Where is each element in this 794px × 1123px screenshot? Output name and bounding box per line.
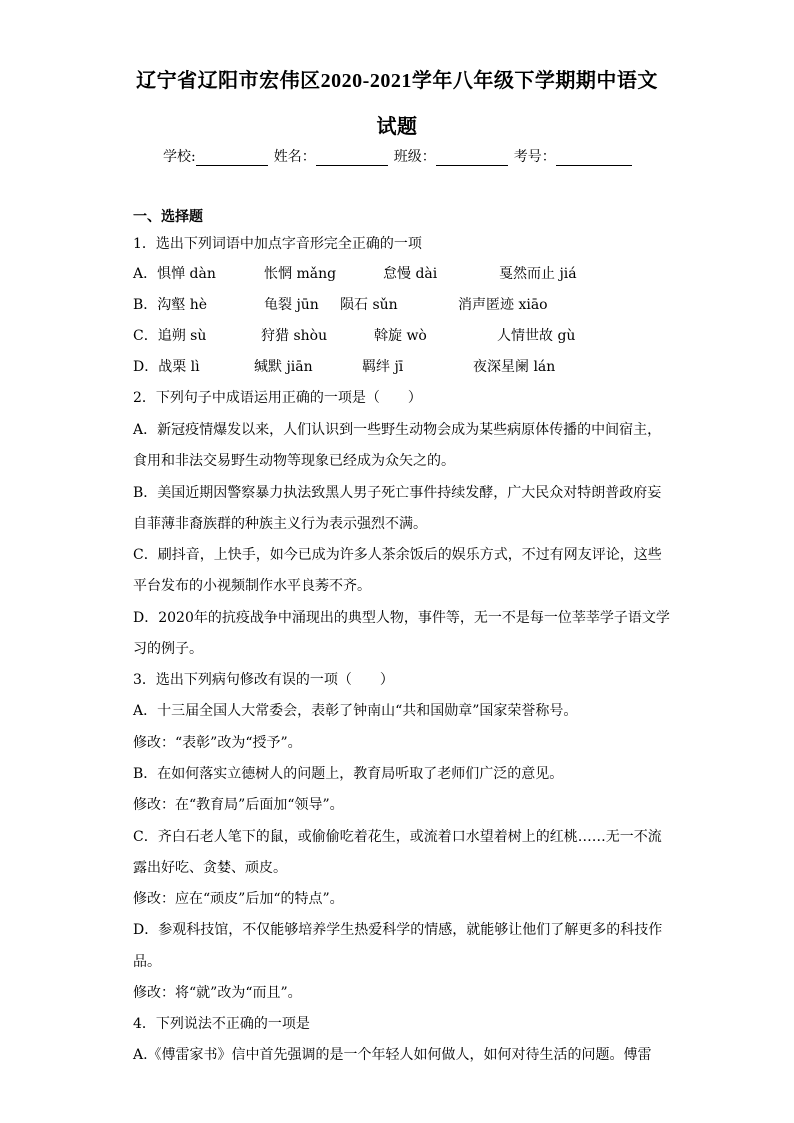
q1-c-word1: C．追朔 sù bbox=[133, 328, 207, 344]
q3-line: 露出好吃、贪婪、顽皮。 bbox=[133, 860, 287, 876]
q1-a-word2: 怅惘 mǎng bbox=[264, 266, 337, 282]
q3-line: 修改：在“教育局”后面加“领导”。 bbox=[133, 797, 344, 813]
q2-line: 食用和非法交易野生动物等现象已经成为众矢之的。 bbox=[133, 453, 455, 469]
q4-stem: 4．下列说法不正确的一项是 bbox=[133, 1016, 310, 1032]
q1-stem: 1．选出下列词语中加点字音形完全正确的一项 bbox=[133, 236, 422, 252]
name-blank[interactable] bbox=[316, 151, 388, 166]
school-blank[interactable] bbox=[196, 151, 268, 166]
q1-d-word4: 夜深星阑 lán bbox=[473, 359, 556, 375]
q1-c-word4: 人情世故 gù bbox=[497, 328, 576, 344]
q1-d-word2: 缄默 jiān bbox=[254, 359, 313, 375]
q3-line: 修改：将“就”改为“而且”。 bbox=[133, 985, 302, 1001]
exam-no-label: 考号： bbox=[513, 149, 556, 165]
q1-a-word3: 怠慢 dài bbox=[383, 266, 438, 282]
q1-c-word3: 斡旋 wò bbox=[374, 328, 427, 344]
q1-a-word1: A．惧惮 dàn bbox=[133, 266, 216, 282]
q1-d-word1: D．战栗 lì bbox=[133, 359, 200, 375]
q2-line: C．刷抖音，上快手，如今已成为许多人茶余饭后的娱乐方式，不过有网友评论，这些 bbox=[133, 547, 662, 563]
exam-no-blank[interactable] bbox=[556, 151, 632, 166]
q2-line: A．新冠疫情爆发以来，人们认识到一些野生动物会成为某些病原体传播的中间宿主， bbox=[133, 422, 662, 438]
q3-stem: 3．选出下列病句修改有误的一项（ ） bbox=[133, 672, 394, 688]
q1-b-word1: B．沟壑 hè bbox=[133, 297, 208, 313]
class-blank[interactable] bbox=[436, 151, 508, 166]
q1-d-word3: 羁绊 jī bbox=[362, 359, 404, 375]
q2-line: D．2020年的抗疫战争中涌现出的典型人物，事件等，无一不是每一位莘莘学子语文学 bbox=[133, 610, 670, 626]
q4-line: A.《傅雷家书》信中首先强调的是一个年轻人如何做人，如何对待生活的问题。傅雷 bbox=[133, 1047, 652, 1063]
q3-line: D．参观科技馆，不仅能够培养学生热爱科学的情感，就能够让他们了解更多的科技作 bbox=[133, 922, 663, 938]
q1-b-word4: 消声匿迹 xiāo bbox=[458, 297, 548, 313]
q3-line: C．齐白石老人笔下的鼠，或偷偷吃着花生，或流着口水望着树上的红桃……无一不流 bbox=[133, 829, 662, 845]
q3-line: A．十三届全国人大常委会，表彰了钟南山“共和国勋章”国家荣誉称号。 bbox=[133, 703, 578, 719]
q3-line: B．在如何落实立德树人的问题上，教育局听取了老师们广泛的意见。 bbox=[133, 766, 564, 782]
student-info-row bbox=[163, 146, 638, 166]
name-label: 姓名： bbox=[273, 149, 316, 165]
q2-line: 自菲薄非裔族群的种族主义行为表示强烈不满。 bbox=[133, 516, 427, 532]
q1-c-word2: 狩猎 shòu bbox=[261, 328, 328, 344]
q1-b-word2: 龟裂 jūn bbox=[264, 297, 319, 313]
exam-title-line2: 试题 bbox=[376, 116, 418, 138]
q2-line: 习的例子。 bbox=[133, 641, 203, 657]
section-heading: 一、选择题 bbox=[133, 209, 203, 225]
q2-line: B．美国近期因警察暴力执法致黑人男子死亡事件持续发酵，广大民众对特朗普政府妄 bbox=[133, 485, 662, 501]
q1-a-word4: 戛然而止 jiá bbox=[499, 266, 577, 282]
q2-line: 平台发布的小视频制作水平良莠不齐。 bbox=[133, 578, 371, 594]
q3-line: 修改：“表彰”改为“授予”。 bbox=[133, 735, 302, 751]
school-label: 学校: bbox=[163, 149, 196, 165]
q2-stem: 2．下列句子中成语运用正确的一项是（ ） bbox=[133, 390, 422, 406]
q3-line: 修改：应在“顽皮”后加“的特点”。 bbox=[133, 891, 344, 907]
exam-title-line1: 辽宁省辽阳市宏伟区2020-2021学年八年级下学期期中语文 bbox=[136, 70, 658, 92]
q3-line: 品。 bbox=[133, 954, 161, 970]
q1-b-word3: 陨石 sǔn bbox=[340, 297, 398, 313]
class-label: 班级： bbox=[393, 149, 436, 165]
